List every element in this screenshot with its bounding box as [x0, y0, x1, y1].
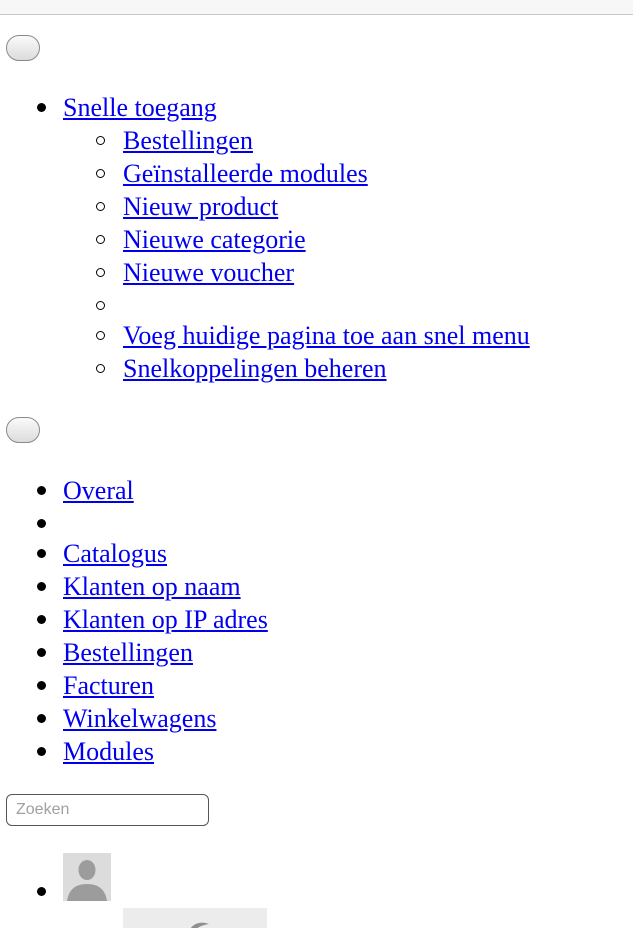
quick-access-subitem — [0, 190, 633, 223]
search-scope-orders[interactable]: Bestellingen — [63, 638, 193, 667]
quick-access-toggle-button[interactable] — [6, 35, 40, 61]
quick-link-manage-shortcuts[interactable]: Snelkoppelingen beheren — [123, 354, 387, 383]
quick-access-subitem — [0, 223, 633, 256]
quick-link-installed-modules[interactable]: Geïnstalleerde modules — [123, 159, 368, 188]
quick-access-link[interactable]: Snelle toegang — [63, 93, 217, 122]
quick-access-subitem — [0, 157, 633, 190]
shop-logo — [123, 908, 267, 928]
search-scope-everywhere[interactable]: Overal — [63, 476, 134, 505]
search-input[interactable] — [6, 794, 209, 826]
profile-item-bullet — [37, 887, 46, 896]
search-scope-toggle-button[interactable] — [6, 417, 40, 443]
search-scope-item — [0, 570, 633, 603]
quick-link-orders[interactable]: Bestellingen — [123, 126, 253, 155]
quick-link-new-voucher[interactable]: Nieuwe voucher — [123, 258, 295, 287]
search-scope-customers-by-name[interactable]: Klanten op naam — [63, 572, 241, 601]
search-scope-invoices[interactable]: Facturen — [63, 671, 154, 700]
search-scope-item — [0, 636, 633, 669]
quick-link-add-current-page[interactable]: Voeg huidige pagina toe aan snel menu — [123, 321, 530, 350]
search-scope-item — [0, 735, 633, 768]
quick-access-divider — [0, 289, 633, 319]
search-scope-catalog[interactable]: Catalogus — [63, 539, 167, 568]
search-scope-menu — [0, 474, 633, 768]
search-scope-item — [0, 669, 633, 702]
quick-access-subitem — [0, 319, 633, 352]
search-scope-customers-by-ip[interactable]: Klanten op IP adres — [63, 605, 268, 634]
search-scope-item — [0, 702, 633, 735]
top-bar — [0, 0, 633, 15]
quick-access-subitem — [0, 256, 633, 289]
search-scope-modules[interactable]: Modules — [63, 737, 154, 766]
avatar[interactable] — [63, 853, 111, 901]
shop-logo-icon — [123, 911, 267, 928]
user-silhouette-icon — [63, 853, 111, 901]
search-scope-item — [0, 537, 633, 570]
search-scope-carts[interactable]: Winkelwagens — [63, 704, 217, 733]
search-scope-item — [0, 474, 633, 507]
quick-link-new-product[interactable]: Nieuw product — [123, 192, 279, 221]
quick-access-menu — [0, 91, 633, 385]
quick-link-new-category[interactable]: Nieuwe categorie — [123, 225, 306, 254]
quick-access-subitem — [0, 124, 633, 157]
quick-access-item — [0, 91, 633, 124]
quick-access-subitem — [0, 352, 633, 385]
search-scope-item — [0, 603, 633, 636]
search-scope-divider — [0, 507, 633, 537]
